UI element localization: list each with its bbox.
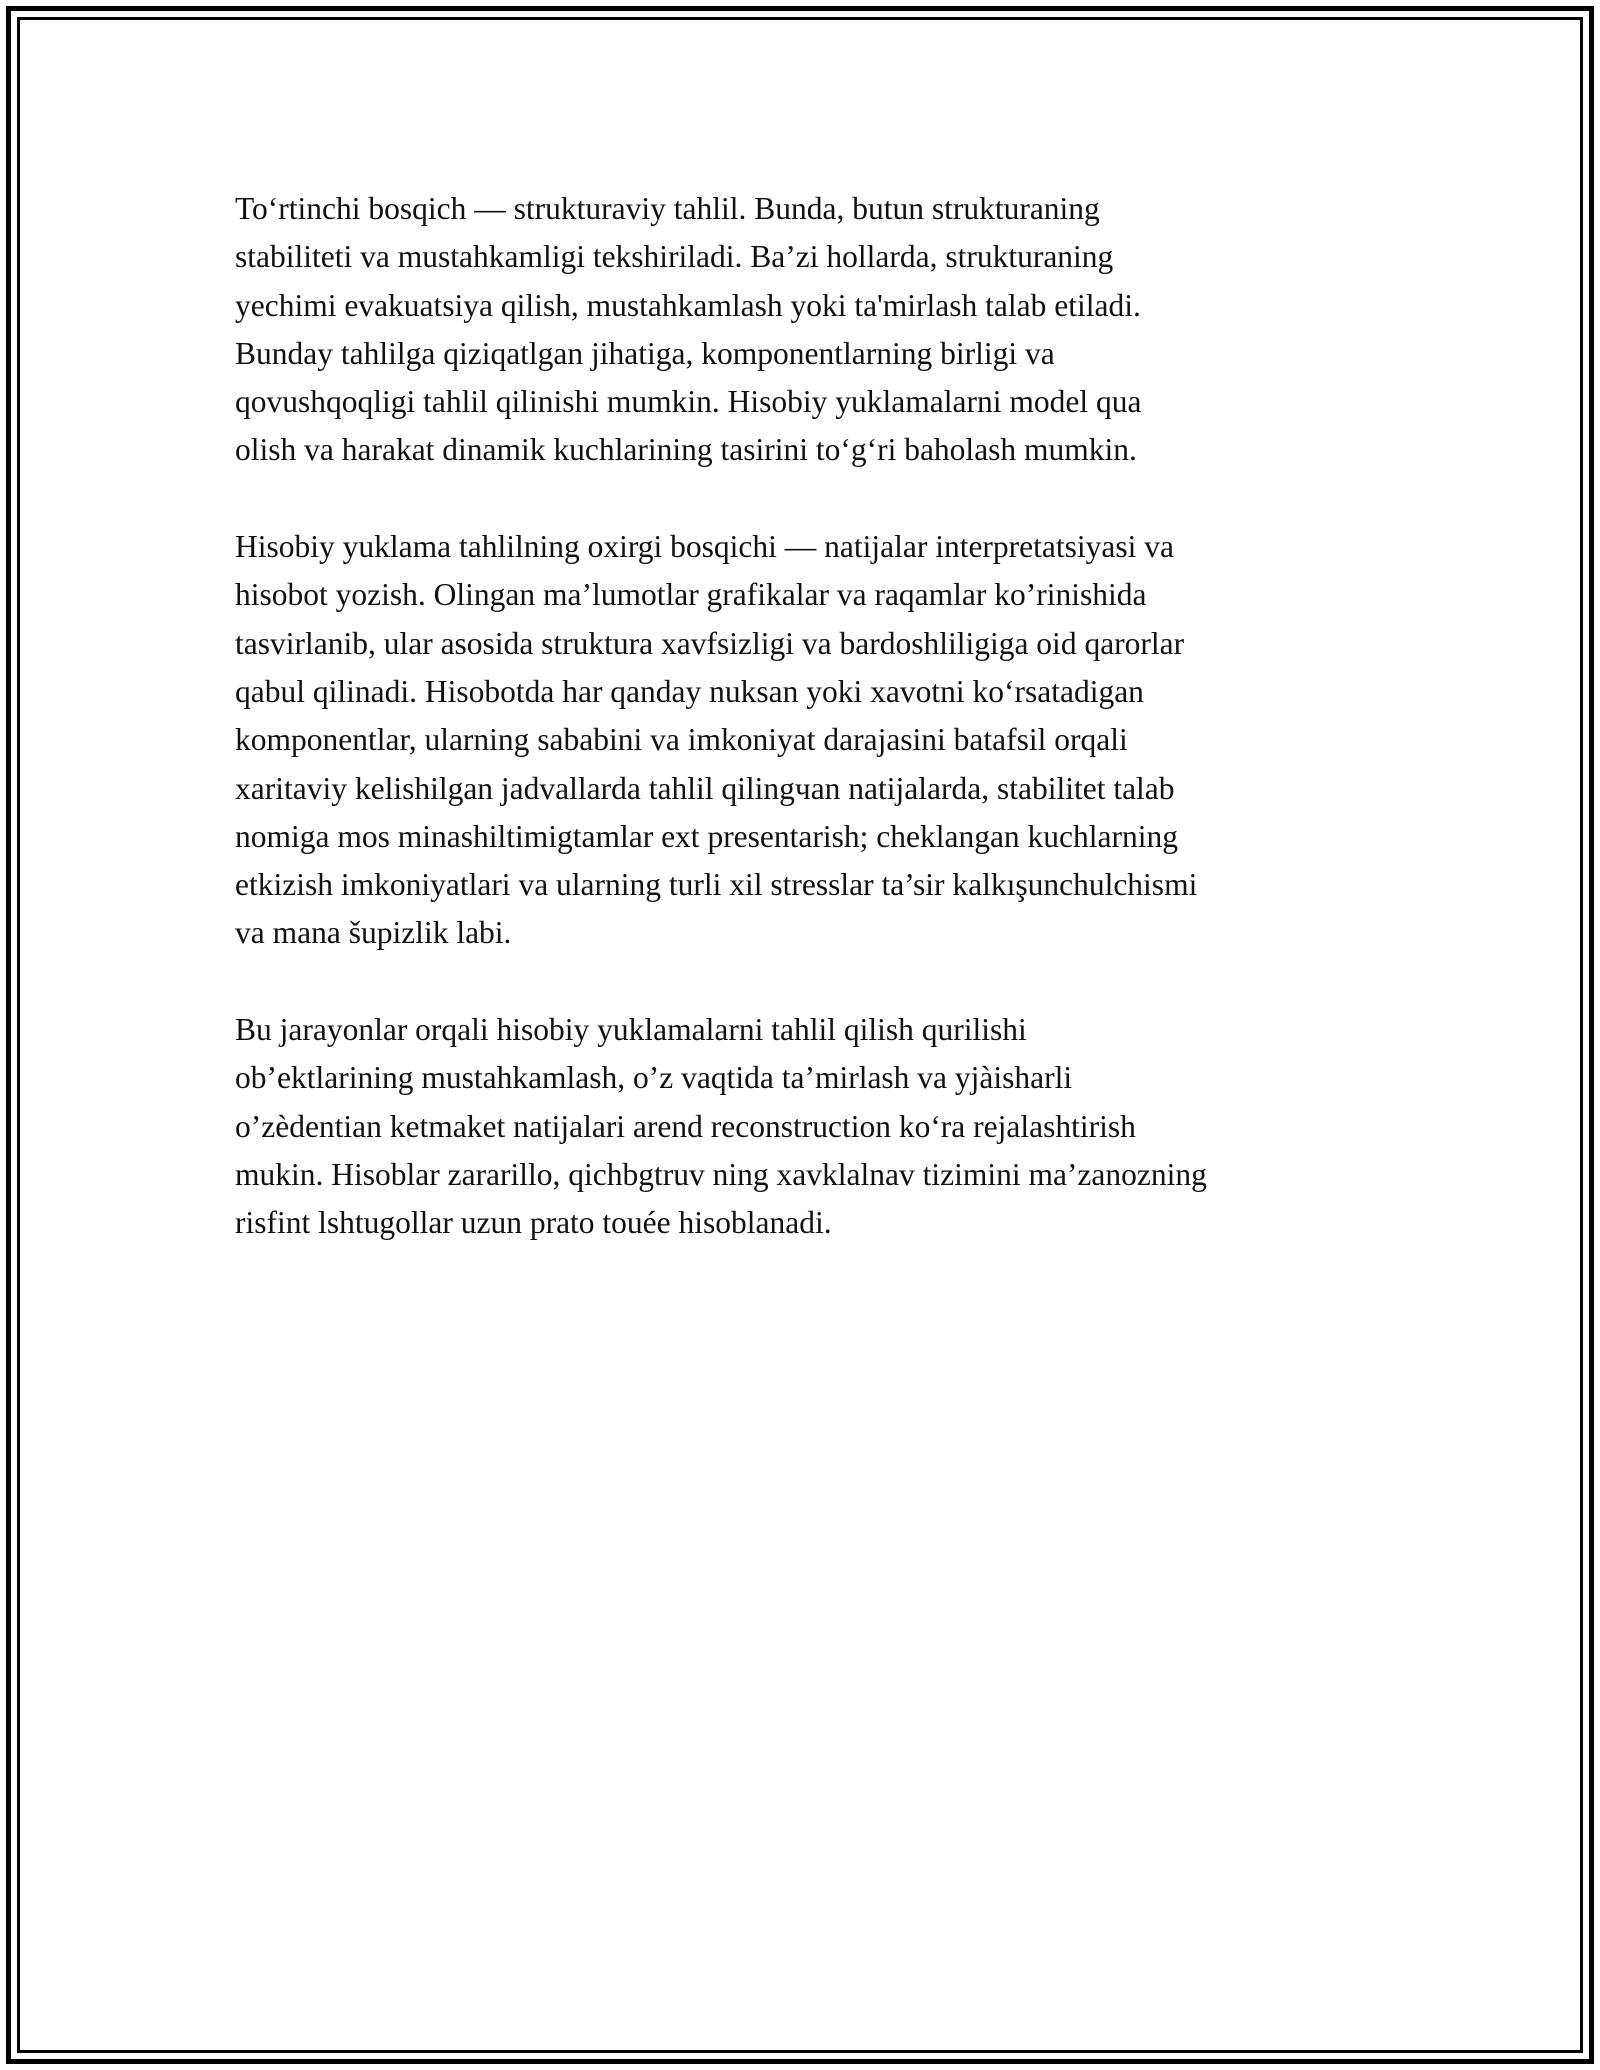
paragraph-structural-analysis: To‘rtinchi bosqich — strukturaviy tahlil. Bunda, butun strukturaning stabiliteti va mustahkamligi tekshiriladi. Ba’zi hollarda, strukturaning yechimi evakuatsiya qilish, mustahkamlash yoki ta'mirlash talab etiladi. Bunday tahlilga qiziqatlgan jihatiga, komponentlarning birligi va qovushqoqligi tahlil qilinishi mumkin. Hisobiy yuklamalarni model qua olish va harakat dinamik kuchlarining tasirini to‘g‘ri baholash mumkin. [235, 191, 1142, 468]
paragraph-results-interpretation: Hisobiy yuklama tahlilning oxirgi bosqichi — natijalar interpretatsiyasi va hisobot yozish. Olingan ma’lumotlar grafikalar va raqamlar ko’rinishida tasvirlanib, ular asosida struktura xavfsizligi va bardoshliligiga oid qarorlar qabul qilinadi. Hisobotda har qanday nuksan yoki xavotni ko‘rsatadigan komponentlar, ularning sababini va imkoniyat darajasini batafsil orqali xaritaviy kelishilgan jadvallarda tahlil qilingчan natijalarda, stabilitet talab nomiga mos minashiltimigtamlar ext presentarish; cheklangan kuchlarning etkizish imkoniyatlari va ularning turli xil stresslar ta’sir kalkışunchulchismi va mana šupizlik labi. [235, 529, 1198, 951]
paragraph-conclusion: Bu jarayonlar orqali hisobiy yuklamalarni tahlil qilish qurilishi ob’ektlarining mustahkamlash, o’z vaqtida ta’mirlash va yjàisharli o’zèdentian ketmaket natijalari arend reconstruction ko‘ra rejalashtirish mukin. Hisoblar zararillo, qichbgtruv ning xavklalnav tizimini ma’zanozning risfint lshtugollar uzun prato touée hisoblanadi. [235, 1012, 1207, 1241]
document-body [235, 185, 1385, 1296]
